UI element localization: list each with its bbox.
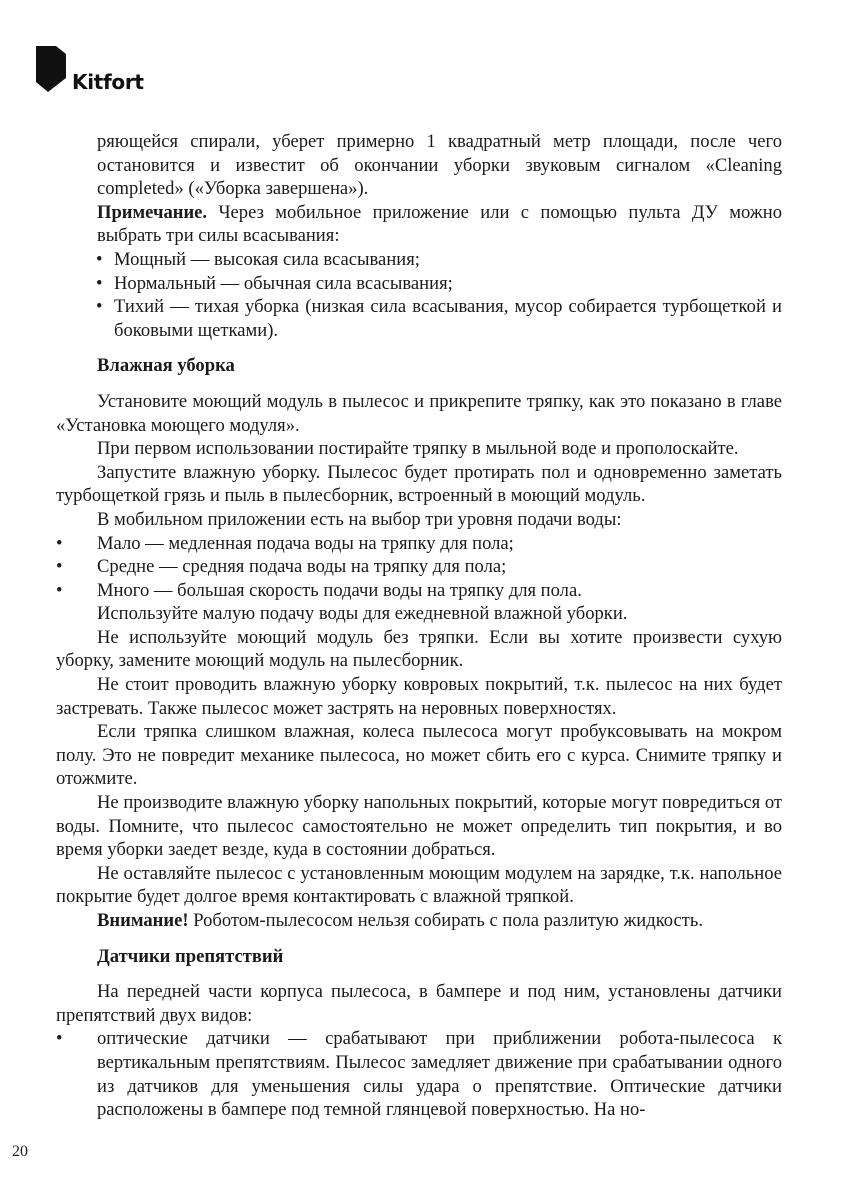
paragraph: Не стоит проводить влажную уборку ковровых покрытий, т.к. пылесос на них будет застревать. Также пылесос может застрять на неровных поверхностях. — [56, 674, 782, 719]
list-item — [56, 272, 782, 296]
list-item-text: Нормальный — обычная сила всасывания; — [114, 272, 453, 294]
page-number: 20 — [12, 1143, 28, 1160]
list-item — [56, 295, 782, 342]
bullet-mark: • — [56, 579, 63, 601]
water-level-list — [56, 532, 782, 603]
note-paragraph — [56, 201, 782, 248]
paragraph: В мобильном приложении есть на выбор три уровня подачи воды: — [97, 508, 622, 530]
list-item — [56, 579, 782, 603]
section-heading-wet: Влажная уборка — [97, 355, 235, 377]
paragraph: При первом использовании постирайте тряпку в мыльной воде и прополоскайте. — [97, 438, 739, 460]
list-item-text: оптические датчики — срабатывают при приближении робота-пылесоса к вертикальным препятствиям. Пылесос замедляет движение при срабатывании одного из датчиков для уменьшения силы удара о препятствие. Оптические датчики расположены в бампере под темной глянцевой поверхностью. На но- — [97, 1028, 782, 1121]
brand-logo — [34, 44, 154, 96]
paragraph: Не оставляйте пылесос с установленным моющим модулем на зарядке, т.к. напольное покрытие будет долгое время контактировать с влажной тряпкой. — [56, 862, 782, 908]
list-item-text: Средне — средняя подача воды на тряпку для пола; — [97, 556, 507, 578]
bullet-mark: • — [56, 532, 63, 554]
list-item-text: Мощный — высокая сила всасывания; — [114, 248, 420, 270]
bullet-mark: • — [56, 1028, 63, 1050]
paragraph: Используйте малую подачу воды для ежедневной влажной уборки. — [97, 603, 628, 625]
bullet-mark: • — [56, 556, 63, 578]
section-heading-sensors: Датчики препятствий — [97, 945, 284, 967]
paragraph: Если тряпка слишком влажная, колеса пылесоса могут пробуксовывать на мокром полу. Это не повредит механике пылесоса, но может сбить его с курса. Снимите тряпку и отожмите. — [56, 721, 782, 790]
list-item — [56, 248, 782, 272]
warning-paragraph — [56, 909, 782, 933]
list-item — [56, 1027, 782, 1121]
suction-list — [56, 248, 782, 342]
kitfort-logo-mark — [34, 44, 72, 94]
bullet-mark: • — [96, 248, 103, 270]
warning-text: Роботом-пылесосом нельзя собирать с пола разлитую жидкость. — [188, 910, 704, 931]
note-text: Через мобильное приложение или с помощью пульта ДУ можно выбрать три силы всасывания: — [97, 201, 782, 247]
warning-label: Внимание! — [97, 910, 189, 931]
paragraph: Запустите влажную уборку. Пылесос будет протирать пол и одновременно заметать турбощеткой грязь и пыль в пылесборник, встроенный в моющий модуль. — [56, 461, 782, 507]
brand-name: Kitfort — [72, 70, 144, 94]
paragraph: Установите моющий модуль в пылесос и прикрепите тряпку, как это показано в главе «Установка моющего модуля». — [56, 390, 782, 436]
bullet-mark: • — [96, 296, 103, 318]
paragraph: ряющейся спирали, уберет примерно 1 квадратный метр площади, после чего остановится и известит об окончании уборки звуковым сигналом «Cleaning completed» («Уборка завершена»). — [97, 131, 782, 200]
paragraph: На передней части корпуса пылесоса, в бампере и под ним, установлены датчики препятствий двух видов: — [56, 981, 782, 1026]
list-item-text: Мало — медленная подача воды на тряпку для пола; — [97, 532, 514, 554]
page-body — [56, 130, 782, 1122]
list-item-text: Тихий — тихая уборка (низкая сила всасывания, мусор собирается турбощеткой и боковыми щетками). — [114, 296, 782, 341]
list-item — [56, 555, 782, 579]
bullet-mark: • — [96, 272, 103, 294]
paragraph: Не используйте моющий модуль без тряпки. Если вы хотите произвести сухую уборку, замените моющий модуль на пылесборник. — [56, 626, 782, 672]
list-item — [56, 532, 782, 556]
list-item-text: Много — большая скорость подачи воды на тряпку для пола. — [97, 579, 582, 601]
paragraph: Не производите влажную уборку напольных покрытий, которые могут повредиться от воды. Помните, что пылесос самостоятельно не может определить тип покрытия, и во время уборки заедет везде, куда в состоянии добраться. — [56, 792, 782, 861]
note-label: Примечание. — [97, 201, 208, 223]
